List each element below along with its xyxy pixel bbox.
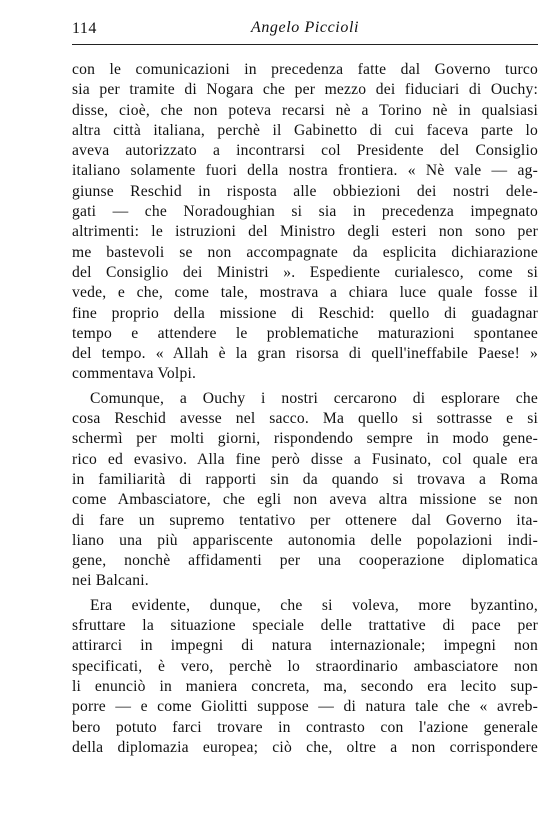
text-line: altra città italiana, perchè il Gabinetto di cui faceva parte lo xyxy=(72,121,538,139)
text-line: schermì per molti giorni, rispondendo sempre in modo gene- xyxy=(72,430,538,448)
text-line: gene, nonchè affidamenti per una cooperazione diplomatica xyxy=(72,552,538,570)
text-line: Era evidente, dunque, che si voleva, more byzantino, xyxy=(90,596,538,614)
text-line: sfruttare la situazione speciale delle trattative di pace per xyxy=(72,617,538,635)
header-rule xyxy=(72,44,538,45)
paragraph-1 xyxy=(72,60,538,385)
text-line: vede, e che, come tale, mostrava a chiara luce quale fosse il xyxy=(72,284,538,302)
text-line: di fare un supremo tentativo per ottenere dal Governo ita- xyxy=(72,511,538,529)
text-line: porre — e come Giolitti suppose — di natura tale che « avreb- xyxy=(72,698,538,716)
text-line: del tempo. « Allah è la gran risorsa di quell'ineffabile Paese! » xyxy=(72,345,538,363)
text-line: in familiarità di rapporti sin da quando si trovava a Roma xyxy=(72,470,538,488)
text-line: specificati, è vero, perchè lo straordinario ambasciatore non xyxy=(72,657,538,675)
text-line: giunse Reschid in risposta alle obbiezioni dei nostri dele- xyxy=(72,182,538,200)
text-line: me bastevoli se non accompagnate da esplicita dichiarazione xyxy=(72,243,538,261)
text-line: li enunciò in maniera concreta, ma, secondo era lecito sup- xyxy=(72,677,538,695)
running-header xyxy=(72,20,538,44)
text-line: fine proprio della missione di Reschid: quello di guadagnar xyxy=(72,304,538,322)
running-title: Angelo Piccioli xyxy=(250,19,360,36)
text-line: commentava Volpi. xyxy=(72,365,197,383)
text-line: tempo e attendere le problematiche maturazioni spontanee xyxy=(72,324,538,342)
text-line: bero potuto farci trovare in contrasto con l'azione generale xyxy=(72,718,538,736)
text-line: gati — che Noradoughian si sia in precedenza impegnato xyxy=(72,203,538,221)
body-text xyxy=(72,60,538,758)
text-line: con le comunicazioni in precedenza fatte dal Governo turco xyxy=(72,61,538,78)
text-line: come Ambasciatore, che egli non aveva altra missione se non xyxy=(72,491,538,509)
text-line: della diplomazia europea; ciò che, oltre a non corrispondere xyxy=(72,738,538,756)
text-line: nei Balcani. xyxy=(72,572,149,590)
page-number: 114 xyxy=(72,20,97,37)
text-line: aveva autorizzato a incontrarsi col Presidente del Consiglio xyxy=(72,142,538,160)
text-line: Comunque, a Ouchy i nostri cercarono di esplorare che xyxy=(90,389,538,407)
text-line: italiano solamente fuori della nostra frontiera. « Nè vale — ag- xyxy=(72,162,538,180)
text-line: attirarci in impegni di natura internazionale; impegni non xyxy=(72,637,538,655)
text-line: del Consiglio dei Ministri ». Espediente curialesco, come si xyxy=(72,263,538,281)
text-line: liano una più appariscente autonomia delle popolazioni indi- xyxy=(72,531,538,549)
text-line: altrimenti: le istruzioni del Ministro degli esteri non sono per xyxy=(72,223,538,241)
paragraph-2 xyxy=(72,389,538,592)
text-line: disse, cioè, che non poteva recarsi nè a Torino nè in qualsiasi xyxy=(72,101,538,119)
text-line: cosa Reschid avesse nel sacco. Ma quello si sottrasse e si xyxy=(72,410,538,428)
text-line: sia per tramite di Nogara che per mezzo dei fiduciari di Ouchy: xyxy=(72,81,538,99)
paragraph-3 xyxy=(72,596,538,758)
text-line: rico ed evasivo. Alla fine però disse a Fusinato, col quale era xyxy=(72,450,538,468)
